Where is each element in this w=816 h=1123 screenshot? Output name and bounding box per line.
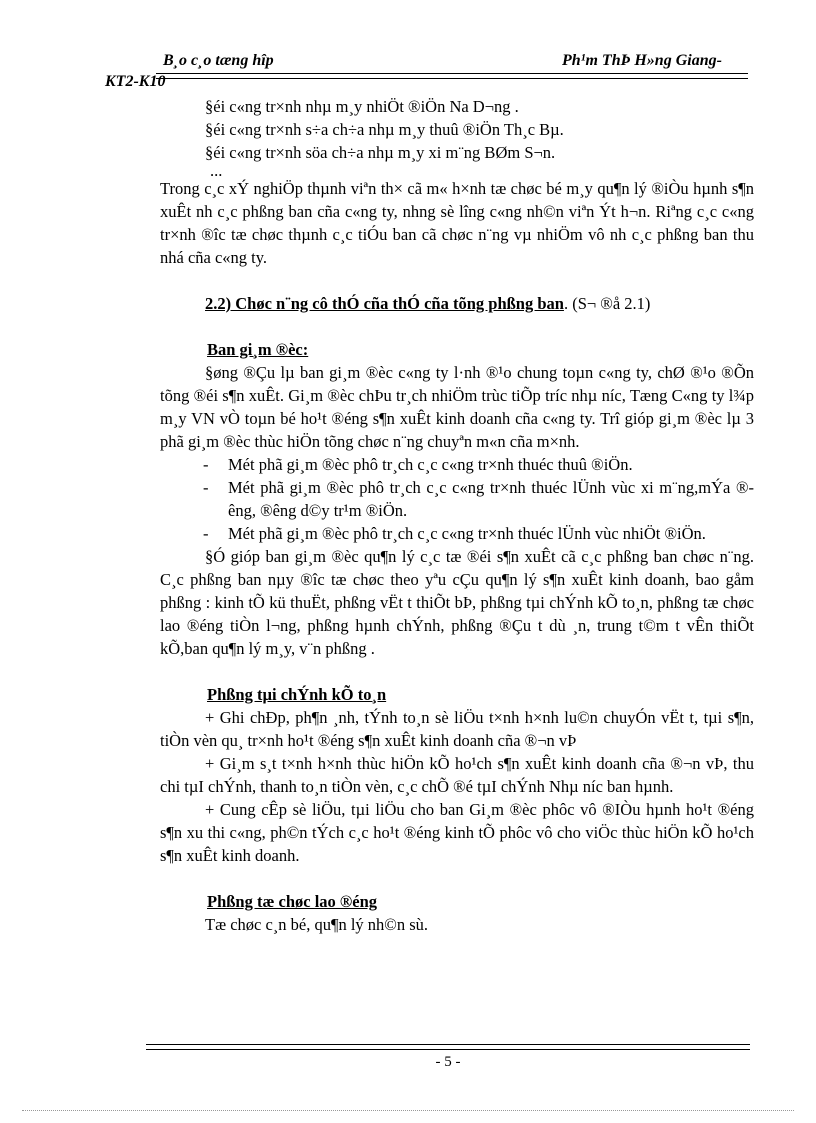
header-title: B¸o c¸o tæng hîp: [163, 52, 274, 69]
page-number: - 5 -: [435, 1054, 461, 1070]
footer-rule-thin: [146, 1049, 750, 1050]
paragraph: + Ghi chÐp, ph¶n ¸nh, tÝnh to¸n sè liÖu t×nh h×nh lu©n chuyÓn vËt t, tµi s¶n, tiÒn vèn qu¸ tr×nh ho¹t ®éng s¶n xuÊt kinh doanh cña ®¬n vÞ: [160, 708, 754, 750]
bullet-list: [160, 453, 754, 545]
list-item: §éi c«ng tr×nh nhµ m¸y nhiÖt ®iÖn Na D¬ng .: [205, 97, 519, 116]
paragraph: Tæ chøc c¸n bé, qu¶n lý nh©n sù.: [205, 915, 429, 934]
footer-rule: [146, 1044, 750, 1045]
list-item: - Mét phã gi¸m ®èc phô tr¸ch c¸c c«ng tr×nh thuéc lÜnh vùc xi m¨ng,mÝa ®êng, ®êng d©y tr¹m ®iÖn.: [160, 476, 754, 522]
list-item: - Mét phã gi¸m ®èc phô tr¸ch c¸c c«ng tr×nh thuéc lÜnh vùc nhiÖt ®iÖn.: [160, 522, 754, 545]
section-title: 2.2) Chøc n¨ng cô thÓ cña thÓ cña tõng phßng ban: [205, 294, 564, 313]
ellipsis: ...: [210, 161, 223, 180]
paragraph: + Cung cÊp sè liÖu, tµi liÖu cho ban Gi¸m ®èc phôc vô ®IÒu hµnh ho¹t ®éng s¶n xu thi c«ng, ph©n tÝch c¸c ho¹t ®éng kinh tÕ phôc vô cho viÖc thùc hiÖn kÕ ho¹ch s¶n xuÊt kinh doanh.: [160, 800, 754, 865]
list-item: §éi c«ng tr×nh söa ch÷a nhµ m¸y xi m¨ng BØm S¬n.: [205, 143, 556, 162]
subheading-tcld: Phßng tæ chøc lao ®éng: [207, 892, 378, 911]
section-heading: [160, 292, 754, 315]
header-rule-thin: [156, 78, 748, 79]
header-author: Ph¹m ThÞ H»ng Giang-: [562, 52, 722, 69]
subheading-bgd: Ban gi¸m ®èc:: [207, 340, 309, 359]
paragraph: Trong c¸c xÝ nghiÖp thµnh viªn th× cã m« h×nh tæ chøc bé m¸y qu¶n lý ®iÒu hµnh s¶n xuÊt nh c¸c phßng ban cña c«ng ty, nhng sè lîng c«ng nh©n viªn Ýt h¬n. Riªng c¸c c«ng tr×nh ®îc tæ chøc thµnh c¸c tiÓu ban cã chøc n¨ng vµ nhiÖm vô nh c¸c phßng ban thu nhá cña c«ng ty.: [160, 179, 754, 267]
subheading-tckt: Phßng tµi chÝnh kÕ to¸n: [207, 685, 387, 704]
paragraph: §øng ®Çu lµ ban gi¸m ®èc c«ng ty l·nh ®¹o chung toµn c«ng ty, chØ ®¹o ®Õn tõng ®éi s¶n xuÊt. Gi¸m ®èc chÞu tr¸ch nhiÖm trùc tiÕp tríc nhµ níc, Tæng C«ng ty l¾p m¸y VN vÒ toµn bé ho¹t ®éng s¶n xuÊt kinh doanh cña c«ng ty. Trî gióp gi¸m ®èc lµ 3 phã gi¸m ®èc thùc hiÖn tõng chøc n¨ng chuyªn m«n cña m×nh.: [160, 363, 754, 451]
section-ref: . (S¬ ®å 2.1): [563, 294, 651, 313]
header-class-code: KT2-K10: [105, 73, 166, 90]
header-rule: [156, 73, 748, 74]
list-item: §éi c«ng tr×nh s÷a ch÷a nhµ m¸y thuû ®iÖn Th¸c Bµ.: [205, 120, 564, 139]
paragraph: + Gi¸m s¸t t×nh h×nh thùc hiÖn kÕ ho¹ch s¶n xuÊt kinh doanh cña ®¬n vÞ, thu chi tµI chÝnh, thanh to¸n tiÒn vèn, c¸c chÕ ®é tµI chÝnh Nhµ níc ban hµnh.: [160, 754, 754, 796]
paragraph: §Ó gióp ban gi¸m ®èc qu¶n lý c¸c tæ ®éi s¶n xuÊt cã c¸c phßng ban chøc n¨ng. C¸c phßng ban nµy ®îc tæ chøc theo yªu cÇu qu¶n lý s¶n xuÊt kinh doanh, bao gåm phßng : kinh tÕ kü thuËt, phßng vËt t thiÕt bÞ, phßng tµi chÝnh kÕ to¸n, phßng tæ chøc lao ®éng tiÒn l¬ng, phßng hµnh chÝnh, phßng ®Çu t dù ¸n, trung t©m t vÊn thiÕt kÕ,ban qu¶n lý m¸y, v¨n phßng .: [160, 547, 754, 658]
body-text: [160, 95, 754, 936]
list-item: - Mét phã gi¸m ®èc phô tr¸ch c¸c c«ng tr×nh thuéc thuû ®iÖn.: [160, 453, 754, 476]
page-edge-divider: [22, 1110, 794, 1111]
